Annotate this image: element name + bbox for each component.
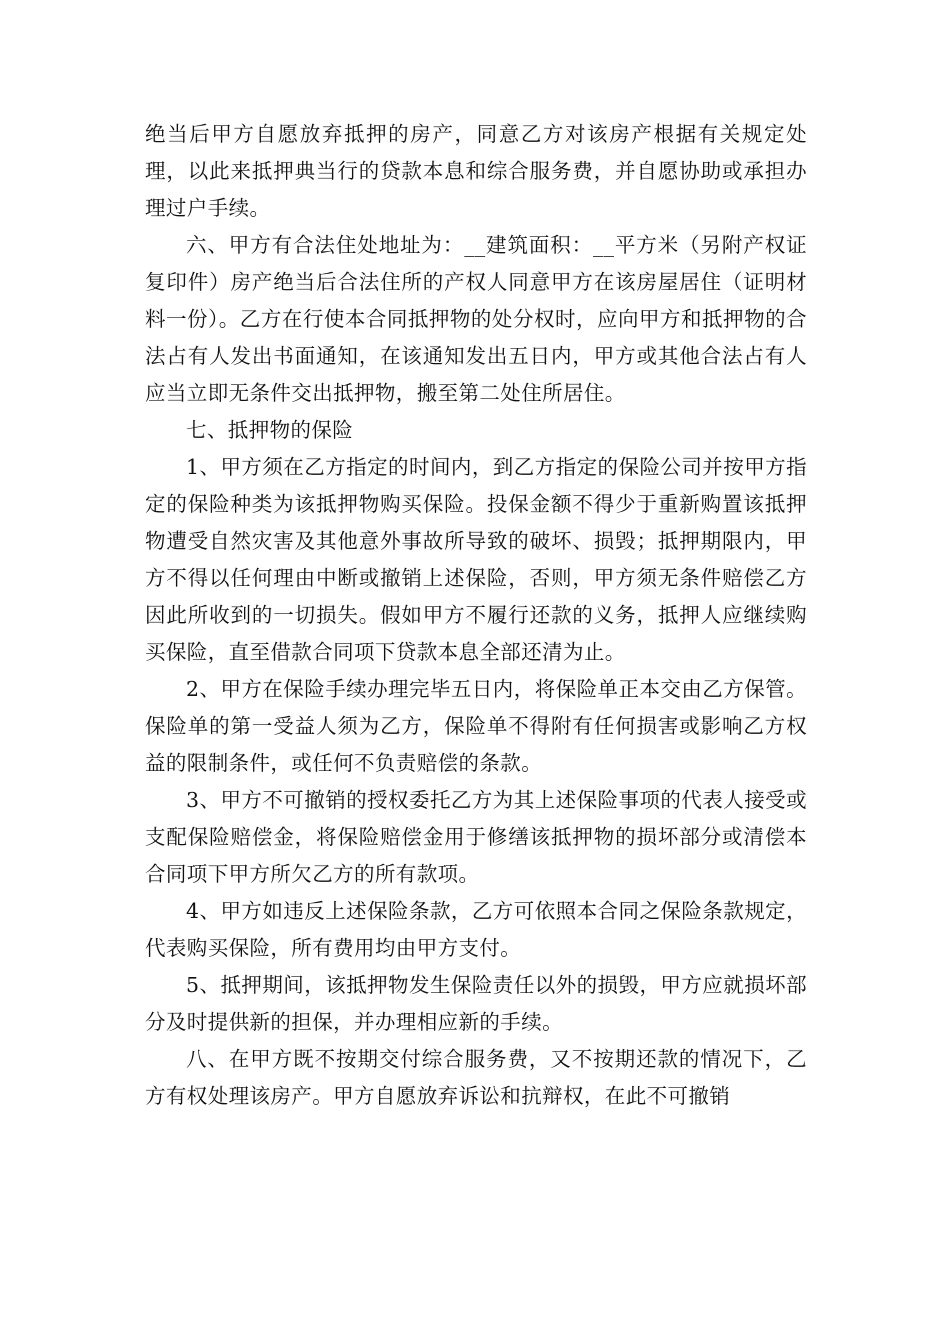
paragraph-section-8: 八、在甲方既不按期交付综合服务费，又不按期还款的情况下，乙方有权处理该房产。甲方自愿放弃诉讼和抗辩权，在此不可撤销 [145,1047,807,1108]
paragraph-clause-7-1: 1、甲方须在乙方指定的时间内，到乙方指定的保险公司并按甲方指定的保险种类为该抵押物购买保险。投保金额不得少于重新购置该抵押物遭受自然灾害及其他意外事故所导致的破坏、损毁；抵押期限内，甲方不得以任何理由中断或撤销上述保险，否则，甲方须无条件赔偿乙方因此所收到的一切损失。假如甲方不履行还款的义务，抵押人应继续购买保险，直至借款合同项下贷款本息全部还清为止。 [145,455,807,664]
paragraph-clause-7-5: 5、抵押期间，该抵押物发生保险责任以外的损毁，甲方应就损坏部分及时提供新的担保，并办理相应新的手续。 [145,973,807,1034]
paragraph-clause-7-4: 4、甲方如违反上述保险条款，乙方可依照本合同之保险条款规定，代表购买保险，所有费用均由甲方支付。 [145,899,807,960]
paragraph-clause-7-2: 2、甲方在保险手续办理完毕五日内，将保险单正本交由乙方保管。保险单的第一受益人须为乙方，保险单不得附有任何损害或影响乙方权益的限制条件，或任何不负责赔偿的条款。 [145,677,807,775]
paragraph-section-6: 六、甲方有合法住处地址为：__建筑面积：__平方米（另附产权证复印件）房产绝当后合法住所的产权人同意甲方在该房屋居住（证明材料一份）。乙方在行使本合同抵押物的处分权时，应向甲方和抵押物的合法占有人发出书面通知，在该通知发出五日内，甲方或其他合法占有人应当立即无条件交出抵押物，搬至第二处住所居住。 [145,233,807,405]
document-body [145,116,807,1115]
paragraph-clause-7-3: 3、甲方不可撤销的授权委托乙方为其上述保险事项的代表人接受或支配保险赔偿金，将保险赔偿金用于修缮该抵押物的损坏部分或清偿本合同项下甲方所欠乙方的所有款项。 [145,788,807,886]
heading-section-7: 七、抵押物的保险 [186,418,354,442]
paragraph-continuation: 绝当后甲方自愿放弃抵押的房产，同意乙方对该房产根据有关规定处理，以此来抵押典当行的贷款本息和综合服务费，并自愿协助或承担办理过户手续。 [145,122,807,220]
